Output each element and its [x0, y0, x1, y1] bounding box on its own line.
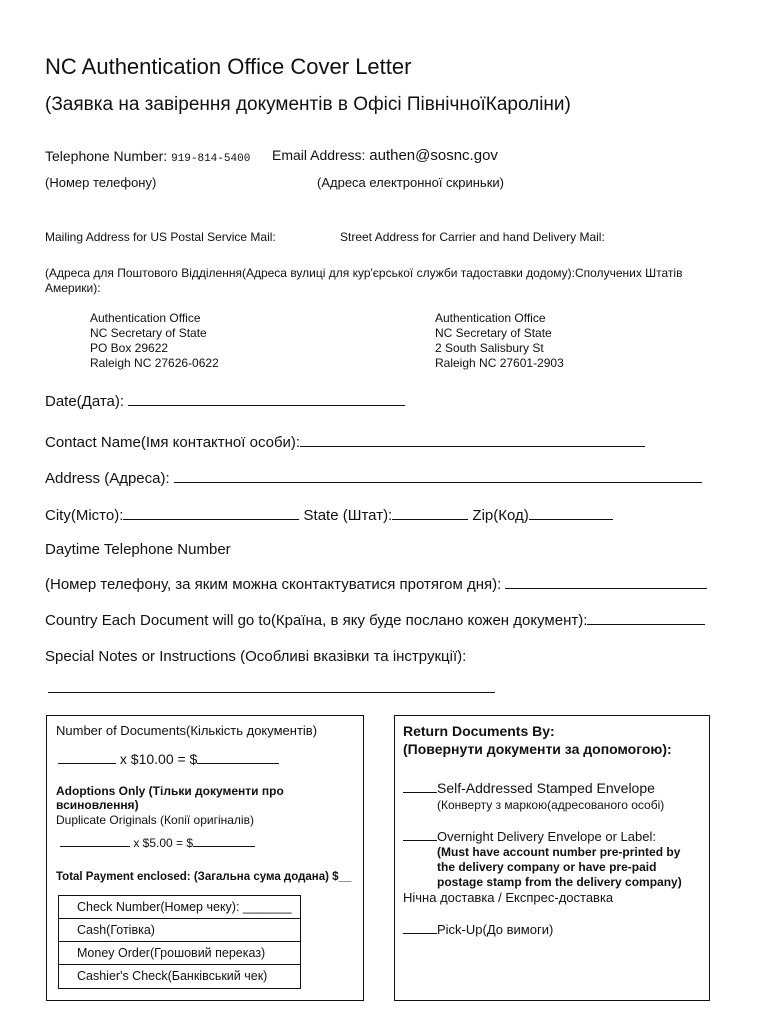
address-line: NC Secretary of State	[90, 326, 207, 340]
payment-method-table	[58, 895, 301, 989]
daytime-phone-label: Daytime Telephone Number	[45, 541, 231, 558]
phone-value: 919-814-5400	[171, 153, 251, 165]
contact-name-field	[45, 434, 645, 451]
date-field	[45, 393, 405, 410]
overnight-checkbox-line[interactable]	[403, 839, 437, 841]
city-input-line[interactable]	[123, 518, 299, 520]
total-label: Total Payment enclosed	[56, 871, 187, 883]
payment-method-cash[interactable]: Cash(Готівка)	[59, 919, 300, 942]
total-row	[56, 871, 351, 883]
daytime-phone-field	[45, 576, 707, 593]
phone-label: Telephone Number:	[45, 148, 168, 164]
sase-label: Self-Addressed Stamped Envelope	[437, 780, 655, 796]
dup-total-input-line[interactable]	[193, 845, 255, 847]
return-heading: Return Documents By:	[403, 723, 555, 739]
pickup-option[interactable]	[403, 922, 553, 937]
price-total-input-line[interactable]	[197, 762, 279, 764]
total-label-uk[interactable]: : (Загальна сума додана) $__	[186, 871, 352, 883]
address-input-line[interactable]	[174, 481, 702, 483]
overnight-label: Overnight Delivery Envelope or Label:	[437, 829, 656, 844]
phone-label-uk: (Номер телефону)	[45, 175, 157, 190]
overnight-note-2: the delivery company or have pre-paid	[437, 860, 657, 874]
duplicate-label: Duplicate Originals (Копії оригіналів)	[56, 813, 254, 827]
page-title: NC Authentication Office Cover Letter	[45, 54, 412, 79]
num-docs-label: Number of Documents(Кількість документів)	[56, 723, 318, 738]
daytime-phone-uk-label: (Номер телефону, за яким можна сконтактуватися протягом дня):	[45, 576, 502, 593]
dup-price-line: x $5.00 = $	[133, 836, 194, 850]
dup-price-row	[60, 836, 255, 850]
page-subtitle: (Заявка на завірення документів в Офісі ПівнічноїКароліни)	[45, 94, 571, 115]
sase-option[interactable]	[403, 780, 655, 796]
return-heading-uk: (Повернути документи за допомогою):	[403, 741, 672, 757]
price-row	[58, 751, 279, 767]
email-label-uk: (Адреса електронної скриньки)	[317, 175, 504, 190]
pickup-label: Pick-Up(До вимоги)	[437, 922, 554, 937]
notes-label: Special Notes or Instructions (Особливі вказівки та інструкції):	[45, 648, 467, 665]
sase-uk: (Конверту з маркою(адресованого особі)	[437, 798, 665, 812]
date-input-line[interactable]	[128, 404, 405, 406]
street-address	[435, 311, 564, 371]
overnight-option[interactable]	[403, 829, 656, 844]
address-field	[45, 470, 702, 487]
address-line: NC Secretary of State	[435, 326, 552, 340]
payment-method-money-order[interactable]: Money Order(Грошовий переказ)	[59, 942, 300, 965]
pickup-checkbox-line[interactable]	[403, 932, 437, 934]
date-label: Date(Дата):	[45, 393, 125, 410]
address-line: Authentication Office	[90, 311, 201, 325]
usps-address-label: Mailing Address for US Postal Service Mail:	[45, 230, 276, 244]
city-label: City(Місто):	[45, 507, 124, 524]
overnight-uk: Нічна доставка / Експрес-доставка	[403, 890, 614, 905]
city-state-zip-row	[45, 507, 613, 524]
mailing-uk-line1: (Адреса для Поштового Відділення(Адреса вулиці для кур'єрської служби тадоставки додому):Сполучених Штатів	[45, 266, 683, 280]
po-box-address	[90, 311, 219, 371]
contact-name-label: Contact Name(Імя контактної особи):	[45, 434, 301, 451]
overnight-note-1: (Must have account number pre-printed by	[437, 845, 681, 859]
notes-input-line[interactable]	[48, 692, 495, 693]
address-line: Raleigh NC 27626-0622	[90, 356, 219, 370]
country-input-line[interactable]	[587, 623, 705, 625]
address-line: PO Box 29622	[90, 341, 169, 355]
email-label: Email Address:	[272, 147, 366, 163]
sase-checkbox-line[interactable]	[403, 791, 437, 793]
payment-method-cashiers-check[interactable]: Cashier's Check(Банківський чек)	[77, 969, 268, 983]
country-field	[45, 612, 705, 629]
daytime-phone-input-line[interactable]	[505, 587, 707, 589]
email-value[interactable]: authen@sosnc.gov	[369, 147, 498, 164]
state-label: State (Штат):	[303, 507, 393, 524]
phone-row	[45, 148, 250, 165]
address-line: 2 South Salisbury St	[435, 341, 544, 355]
mailing-uk-line2: Америки):	[45, 281, 101, 295]
price-line: x $10.00 = $	[119, 751, 198, 767]
overnight-note-3: postage stamp from the delivery company)	[437, 875, 682, 889]
zip-label: Zip(Код)	[472, 507, 529, 524]
street-address-label: Street Address for Carrier and hand Delivery Mail:	[340, 230, 605, 244]
dup-count-input-line[interactable]	[60, 845, 130, 847]
zip-input-line[interactable]	[529, 518, 613, 520]
contact-name-input-line[interactable]	[300, 445, 645, 447]
country-label: Country Each Document will go to(Країна, в яку буде послано кожен документ):	[45, 612, 588, 629]
adoptions-line1: Adoptions Only (Тільки документи про	[56, 784, 284, 798]
email-row	[272, 147, 498, 164]
adoptions-line2: всиновлення)	[56, 798, 139, 812]
address-line: Authentication Office	[435, 311, 546, 325]
address-label: Address (Адреса):	[45, 470, 170, 487]
num-docs-input-line[interactable]	[58, 762, 116, 764]
address-line: Raleigh NC 27601-2903	[435, 356, 564, 370]
state-input-line[interactable]	[392, 518, 468, 520]
payment-method-check[interactable]: Check Number(Номер чеку): _______	[59, 896, 300, 919]
